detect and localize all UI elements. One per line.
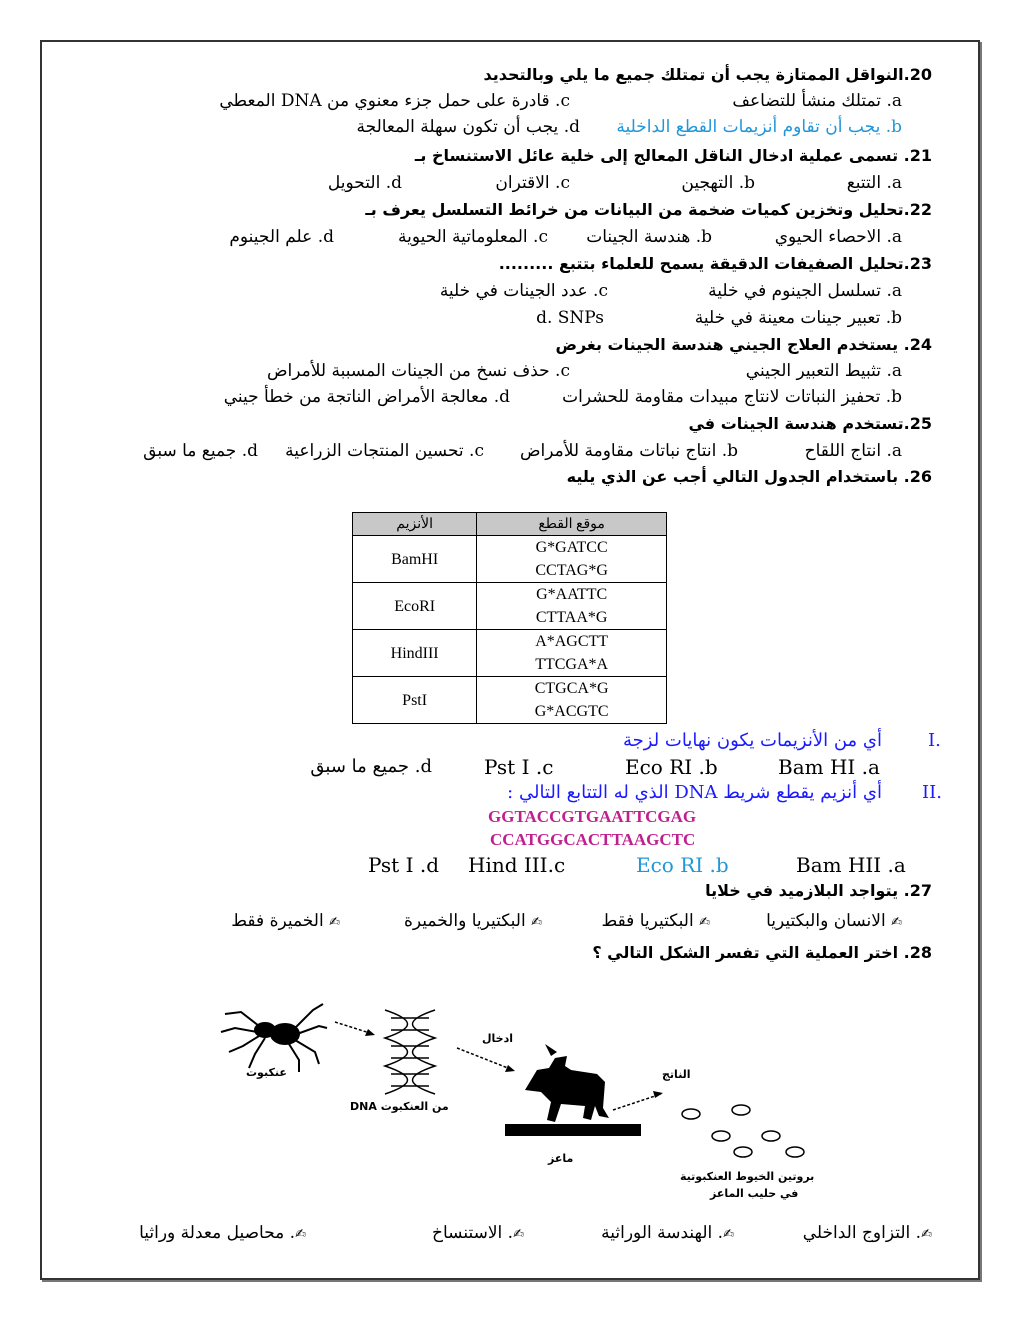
pen-icon: ✍ — [295, 1227, 306, 1242]
option-24a[interactable]: a. تثبيط التعبير الجيني — [745, 361, 902, 381]
table-row — [353, 583, 667, 630]
header-enzyme: الأنزيم — [353, 513, 477, 536]
option-26-1d[interactable]: d. جميع ما سبق — [310, 756, 432, 777]
option-21d[interactable]: d. التحويل — [327, 173, 402, 193]
table-row — [353, 630, 667, 677]
option-22c[interactable]: c. المعلوماتية الحيوية — [398, 227, 548, 247]
option-26-2b[interactable]: Eco RI .b — [636, 853, 729, 877]
enzyme-cell: EcoRI — [353, 583, 477, 630]
subquestion-2-number: II. — [922, 782, 942, 803]
option-28-1[interactable]: ✍. التزاوج الداخلي — [802, 1223, 932, 1243]
pen-icon: ✍ — [921, 1227, 932, 1242]
option-26-2a[interactable]: Bam HII .a — [796, 853, 906, 877]
table-header-row — [353, 513, 667, 536]
arrow-icon — [457, 1048, 515, 1072]
option-21b[interactable]: b. التهجين — [681, 173, 755, 193]
question-28: 28. اختر العملية التي تفسر الشكل التالي ؟ — [592, 943, 932, 962]
option-23d[interactable]: d. SNPs — [536, 308, 604, 328]
question-24: 24. يستخدم العلاج الجيني هندسة الجينات بغرض — [555, 335, 932, 354]
option-24b[interactable]: b. تحفيز النباتات لانتاج مبيدات مقاومة للحشرات — [562, 387, 902, 407]
enzyme-cell: HindIII — [353, 630, 477, 677]
question-21: 21. تسمى عملية ادخال الناقل المعالج إلى خلية عائل الاستنساخ بـ — [414, 146, 932, 165]
table-row — [353, 536, 667, 583]
protein-droplets — [682, 1105, 804, 1157]
site-cell: G*GATCC CCTAG*G — [477, 536, 667, 583]
option-21a[interactable]: a. التتبع — [846, 173, 902, 193]
label-protein-2: في حليب الماعز — [710, 1187, 799, 1200]
option-24c[interactable]: c. حذف نسخ من الجينات المسببة للأمراض — [266, 361, 570, 381]
dna-helix-illustration — [385, 1010, 435, 1094]
option-25a[interactable]: a. انتاج اللقاح — [804, 441, 902, 461]
option-20c[interactable]: c. قادرة على حمل جزء معنوي من DNA المعطي — [219, 91, 570, 111]
option-27-4[interactable]: ✍ الخميرة فقط — [231, 911, 340, 931]
label-spider: عنكبوت — [246, 1066, 287, 1079]
question-25: 25.تستخدم هندسة الجينات في — [688, 414, 932, 433]
label-spider-dna: DNA من العنكبوت — [350, 1100, 449, 1113]
option-25c[interactable]: c. تحسين المنتجات الزراعية — [285, 441, 484, 461]
option-27-3[interactable]: ✍ البكتيريا والخميرة — [403, 911, 542, 931]
label-goat: ماعز — [548, 1152, 574, 1165]
option-22a[interactable]: a. الاحصاء الحيوي — [774, 227, 902, 247]
goat-illustration — [505, 1044, 641, 1136]
option-26-1a[interactable]: Bam HI .a — [778, 755, 880, 779]
subquestion-2-text: أي أنزيم يقطع شريط DNA الذي له التتابع التالي : — [507, 782, 882, 803]
option-25d[interactable]: d. جميع ما سبق — [143, 441, 258, 461]
question-27: 27. يتواجد البلازميد في خلايا — [705, 881, 932, 900]
dna-sequence-bottom: CCATGGCACTTAAGCTC — [490, 830, 696, 849]
option-22d[interactable]: d. علم الجينوم — [229, 227, 334, 247]
site-cell: G*AATTC CTTAA*G — [477, 583, 667, 630]
pen-icon: ✍ — [891, 915, 902, 930]
option-23c[interactable]: c. عدد الجينات في خلية — [439, 281, 608, 301]
option-27-2[interactable]: ✍ البكتيريا فقط — [601, 911, 710, 931]
table-row — [353, 677, 667, 724]
label-product: الناتج — [662, 1068, 691, 1081]
pen-icon: ✍ — [699, 915, 710, 930]
enzyme-cell: PstI — [353, 677, 477, 724]
enzyme-cell: BamHI — [353, 536, 477, 583]
option-23b[interactable]: b. تعبير جينات معينة في خلية — [694, 308, 902, 328]
question-23: 23.تحليل الصفيفات الدقيقة يسمح للعلماء بتتبع ......... — [498, 254, 932, 273]
option-24d[interactable]: d. معالجة الأمراض الناتجة من خطأ جيني — [223, 387, 510, 407]
spider-illustration — [221, 1004, 327, 1072]
arrow-icon — [335, 1022, 375, 1036]
question-20: 20.النواقل الممتازة يجب أن تمتلك جميع ما يلي وبالتحديد — [483, 65, 932, 84]
arrow-icon — [613, 1091, 663, 1110]
site-cell: A*AGCTT TTCGA*A — [477, 630, 667, 677]
question-22: 22.تحليل وتخزين كميات ضخمة من البيانات من خرائط التسلسل يعرف بـ — [365, 200, 932, 219]
pen-icon: ✍ — [329, 915, 340, 930]
pen-icon: ✍ — [531, 915, 542, 930]
enzyme-table — [352, 512, 667, 724]
subquestion-1-number: I. — [928, 730, 941, 751]
option-20a[interactable]: a. تمتلك منشأ للتضاعف — [732, 91, 902, 111]
option-20d[interactable]: d. يجب أن تكون سهلة المعالجة — [356, 117, 580, 137]
option-26-1c[interactable]: Pst I .c — [484, 755, 554, 779]
option-26-2c[interactable]: Hind III.c — [468, 853, 566, 877]
site-cell: CTGCA*G G*ACGTC — [477, 677, 667, 724]
subquestion-1-text: أي من الأنزيمات يكون نهايات لزجة — [623, 730, 882, 751]
pen-icon: ✍ — [723, 1227, 734, 1242]
option-26-1b[interactable]: Eco RI .b — [625, 755, 718, 779]
option-21c[interactable]: c. الاقتران — [495, 173, 570, 193]
option-23a[interactable]: a. تسلسل الجينوم في خلية — [708, 281, 902, 301]
label-protein-1: بروتين الخيوط العنكبوتية — [680, 1170, 815, 1183]
option-28-3[interactable]: ✍. الاستنساخ — [432, 1223, 524, 1243]
option-28-4[interactable]: ✍. محاصيل معدلة وراثيا — [139, 1223, 306, 1243]
label-insert: ادخال — [482, 1032, 514, 1045]
question-26: 26. باستخدام الجدول التالي أجب عن الذي يليه — [566, 467, 932, 486]
option-22b[interactable]: b. هندسة الجينات — [586, 227, 712, 247]
option-27-1[interactable]: ✍ الانسان والبكتيريا — [766, 911, 902, 931]
option-25b[interactable]: b. انتاج نباتات مقاومة للأمراض — [519, 441, 738, 461]
header-cut-site: موقع القطع — [477, 513, 667, 536]
option-28-2[interactable]: ✍. الهندسة الوراثية — [601, 1223, 734, 1243]
pen-icon: ✍ — [513, 1227, 524, 1242]
option-20b[interactable]: b. يجب أن تقاوم أنزيمات القطع الداخلية — [616, 117, 902, 137]
option-26-2d[interactable]: Pst I .d — [368, 853, 439, 877]
dna-sequence-top: GGTACCGTGAATTCGAG — [488, 807, 697, 826]
